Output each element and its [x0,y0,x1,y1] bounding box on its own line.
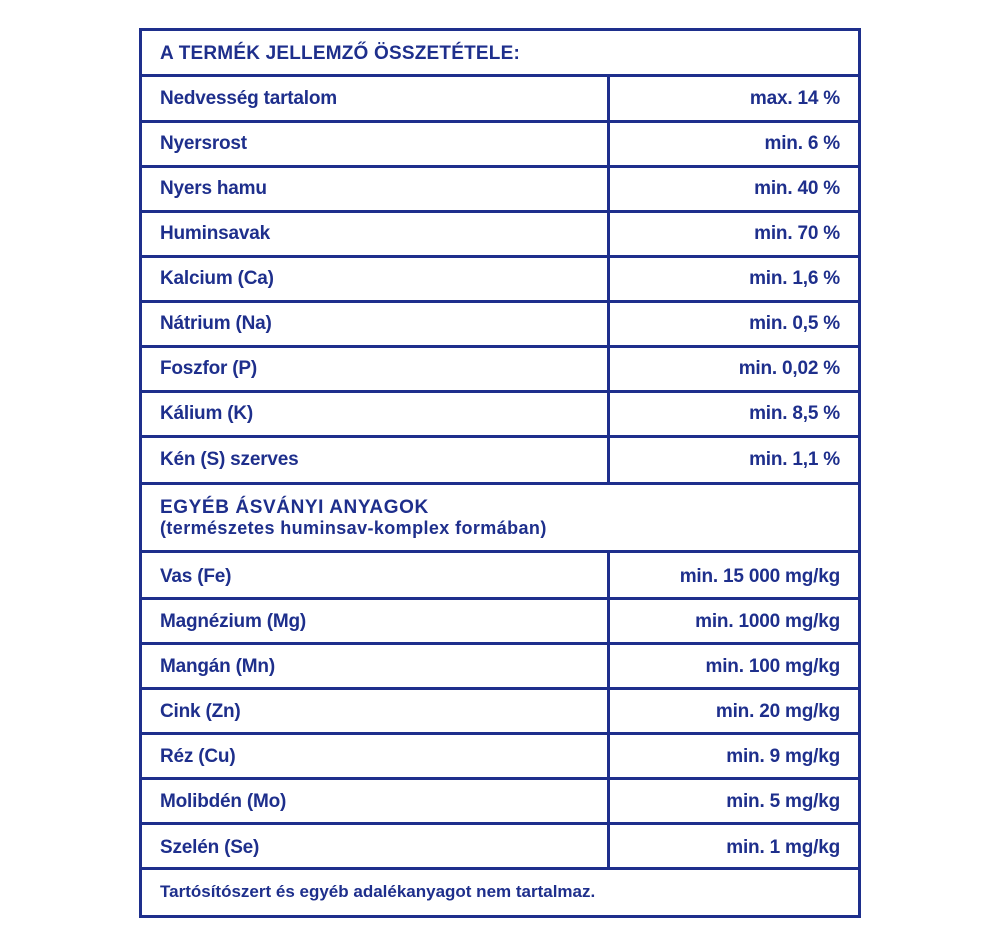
mineral-value: min. 15 000 mg/kg [679,566,840,587]
divider [142,822,858,825]
mineral-label: Réz (Cu) [160,746,236,767]
divider [142,482,858,485]
minerals-section-subtitle: (természetes huminsav-komplex formában) [160,518,547,538]
column-divider [607,74,610,482]
divider [142,120,858,123]
mineral-label: Mangán (Mn) [160,656,275,677]
divider [142,867,858,870]
mineral-label: Molibdén (Mo) [160,791,287,812]
mineral-value: min. 100 mg/kg [705,656,840,677]
divider [142,642,858,645]
table-title: A TERMÉK JELLEMZŐ ÖSSZETÉTELE: [160,43,520,64]
mineral-value: min. 1000 mg/kg [695,611,840,632]
mineral-value: min. 20 mg/kg [715,701,840,722]
mineral-label: Cink (Zn) [160,701,241,722]
composition-label: Nyers hamu [160,178,267,199]
composition-value: min. 8,5 % [749,403,840,424]
composition-value: min. 1,1 % [749,449,840,470]
composition-value: min. 0,5 % [749,313,840,334]
divider [142,74,858,77]
mineral-value: min. 9 mg/kg [726,746,840,767]
mineral-label: Vas (Fe) [160,566,232,587]
divider [142,435,858,438]
composition-label: Kalcium (Ca) [160,268,274,289]
divider [142,255,858,258]
composition-label: Nátrium (Na) [160,313,272,334]
footer-note: Tartósítószert és egyéb adalékanyagot nem tartalmaz. [160,882,596,901]
column-divider [607,550,610,867]
composition-value: min. 6 % [764,133,840,154]
composition-value: min. 0,02 % [738,358,840,379]
divider [142,687,858,690]
composition-label: Huminsavak [160,223,270,244]
divider [142,390,858,393]
composition-value: min. 70 % [754,223,840,244]
mineral-value: min. 5 mg/kg [726,791,840,812]
composition-label: Foszfor (P) [160,358,258,379]
minerals-section-title: EGYÉB ÁSVÁNYI ANYAGOK [160,497,429,518]
composition-value: min. 1,6 % [749,268,840,289]
composition-value: min. 40 % [754,178,840,199]
mineral-value: min. 1 mg/kg [726,837,840,858]
divider [142,345,858,348]
composition-label: Nedvesség tartalom [160,88,337,109]
divider [142,165,858,168]
composition-table [139,28,861,918]
divider [142,777,858,780]
composition-label: Nyersrost [160,133,247,154]
divider [142,550,858,553]
mineral-label: Magnézium (Mg) [160,611,307,632]
divider [142,300,858,303]
composition-value: max. 14 % [749,88,840,109]
divider [142,732,858,735]
divider [142,210,858,213]
mineral-label: Szelén (Se) [160,837,260,858]
composition-label: Kálium (K) [160,403,254,424]
divider [142,597,858,600]
composition-label: Kén (S) szerves [160,449,299,470]
